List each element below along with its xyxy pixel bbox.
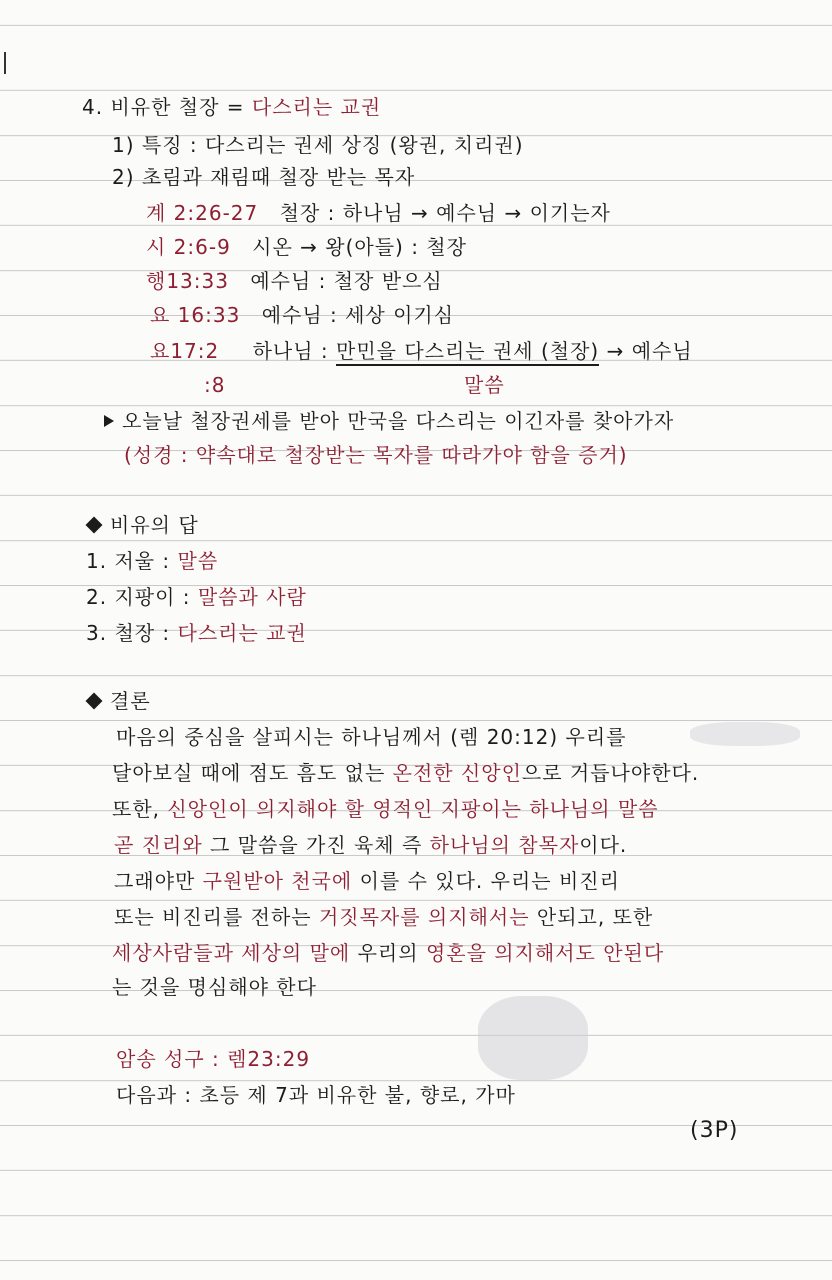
ref-row-john17: 요17:2 하나님 : 만민을 다스리는 권세 (철장) → 예수님 xyxy=(150,338,693,364)
feature-line: 1) 특징 : 다스리는 권세 상징 (왕권, 치리권) xyxy=(112,133,524,157)
diamond-bullet-icon xyxy=(86,693,103,710)
answer-item: 2. 지팡이 : 말씀과 사람 xyxy=(86,585,307,609)
conclusion-line: 세상사람들과 세상의 말에 우리의 영혼을 의지해서도 안된다 xyxy=(112,941,665,965)
today-line: 오늘날 철장권세를 받아 만국을 다스리는 이긴자를 찾아가자 xyxy=(104,408,674,434)
section4-heading: 4. 비유한 철장 = 다스리는 교권 xyxy=(82,95,382,119)
page-number: (3P) xyxy=(690,1118,739,1143)
word-label: 말씀 xyxy=(464,373,505,397)
ref-row: 요 16:33 예수님 : 세상 이기심 xyxy=(150,303,455,327)
ref-row: 시 2:6-9 시온 → 왕(아들) : 철장 xyxy=(146,235,467,259)
conclusion-line: 또는 비진리를 전하는 거짓목자를 의지해서는 안되고, 또한 xyxy=(114,905,654,929)
conclusion-line: 또한, 신앙인이 의지해야 할 영적인 지팡이는 하나님의 말씀 xyxy=(112,797,659,821)
ref-row: 행13:33 예수님 : 철장 받으심 xyxy=(146,269,443,293)
shepherd-line: 2) 초림과 재림때 철장 받는 목자 xyxy=(112,165,416,189)
diamond-bullet-icon xyxy=(86,517,103,534)
next-lesson: 다음과 : 초등 제 7과 비유한 불, 향로, 가마 xyxy=(116,1083,516,1107)
memory-verse: 암송 성구 : 렘23:29 xyxy=(116,1047,311,1071)
margin-mark xyxy=(4,52,6,74)
underlined-phrase: 만민을 다스리는 권세 (철장) xyxy=(336,339,599,366)
conclusion-line: 그래야만 구원받아 천국에 이를 수 있다. 우리는 비진리 xyxy=(114,869,620,893)
conclusion-line: 달아보실 때에 점도 흠도 없는 온전한 신앙인으로 거듭나야한다. xyxy=(112,761,700,785)
evidence-line: (성경 : 약속대로 철장받는 목자를 따라가야 함을 증거) xyxy=(124,443,628,467)
arrow-bullet-icon xyxy=(104,415,114,427)
ref-row: 계 2:26-27 철장 : 하나님 → 예수님 → 이기는자 xyxy=(146,201,611,225)
eraser-smudge xyxy=(478,996,588,1080)
answer-heading: 비유의 답 xyxy=(84,512,199,538)
conclusion-line: 는 것을 명심해야 한다 xyxy=(112,975,317,999)
conclusion-line: 곧 진리와 그 말씀을 가진 육체 즉 하나님의 참목자이다. xyxy=(114,833,628,857)
answer-item: 1. 저울 : 말씀 xyxy=(86,549,219,573)
conclusion-heading: 결론 xyxy=(84,688,151,714)
ref-row-john17-8: :8 xyxy=(204,373,226,397)
conclusion-line: 마음의 중심을 살피시는 하나님께서 (렘 20:12) 우리를 xyxy=(116,725,627,749)
eraser-smudge xyxy=(690,722,800,746)
answer-item: 3. 철장 : 다스리는 교권 xyxy=(86,621,307,645)
